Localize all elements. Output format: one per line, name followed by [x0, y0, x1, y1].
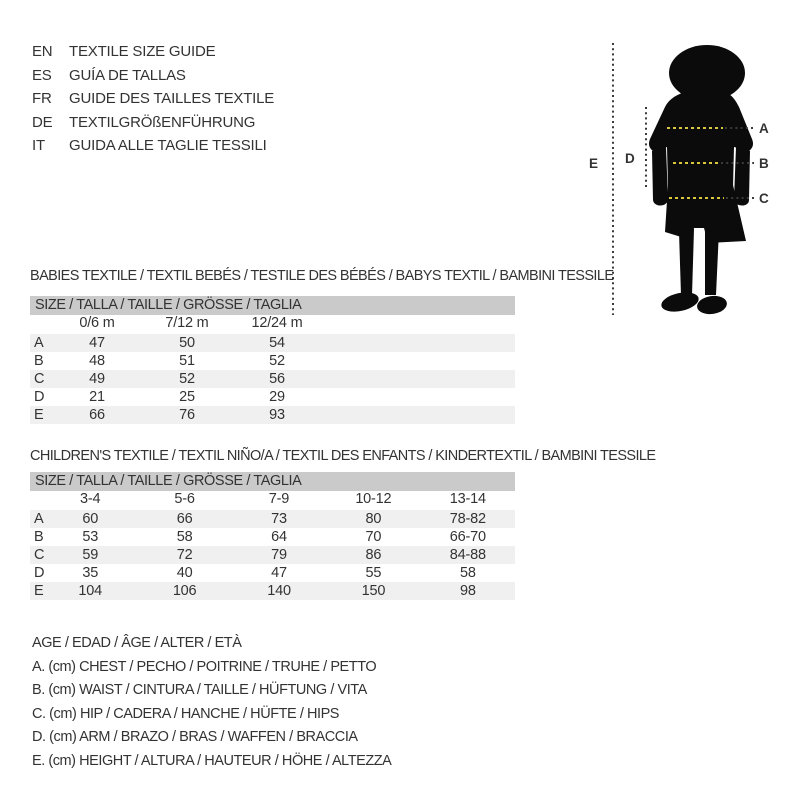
- cell: 49: [89, 371, 105, 387]
- col-header: 7-9: [268, 491, 290, 507]
- legend-item-chest: A. (cm) CHEST / PECHO / POITRINE / TRUHE / PETTO: [32, 658, 377, 675]
- col-header: 3-4: [79, 491, 101, 507]
- legend-item-height: E. (cm) HEIGHT / ALTURA / HAUTEUR / HÖHE / ALTEZZA: [32, 752, 392, 769]
- label-a: A: [759, 121, 769, 136]
- corner-cell: [30, 491, 43, 510]
- cell: 59: [82, 547, 99, 563]
- cell: 106: [172, 583, 197, 599]
- cell: 25: [179, 389, 195, 405]
- cell: 54: [269, 335, 285, 351]
- label-b: B: [759, 156, 769, 171]
- table-row: [30, 334, 515, 352]
- row-label: D: [34, 389, 45, 405]
- cell: 72: [176, 547, 193, 563]
- cell: 86: [365, 547, 382, 563]
- lang-code: FR: [32, 90, 52, 107]
- babies-size-table: [30, 315, 515, 424]
- measurement-legend: [32, 632, 391, 774]
- lang-row-es: [32, 64, 274, 88]
- lang-title: TEXTILGRÖßENFÜHRUNG: [69, 113, 256, 131]
- cell: 52: [269, 353, 285, 369]
- cell: 66: [176, 511, 193, 527]
- lang-code: DE: [32, 113, 53, 131]
- cell: 40: [176, 565, 193, 581]
- cell: 60: [82, 511, 99, 527]
- cell: 56: [269, 371, 285, 387]
- col-header: 12/24 m: [251, 315, 303, 331]
- label-d: D: [625, 151, 635, 166]
- cell: 58: [459, 565, 476, 581]
- row-label: C: [34, 547, 45, 563]
- cell: 50: [179, 335, 195, 351]
- cell: 80: [365, 511, 382, 527]
- cell: 76: [179, 407, 195, 423]
- children-size-table: [30, 491, 515, 600]
- table-header-row: [30, 491, 515, 510]
- label-c: C: [759, 191, 769, 206]
- row-label: C: [34, 371, 45, 387]
- language-title-list: [32, 40, 274, 158]
- cell: 98: [459, 583, 476, 599]
- cell: 70: [365, 529, 382, 545]
- cell: 66: [89, 407, 105, 423]
- cell: 93: [269, 407, 285, 423]
- cell: 79: [271, 547, 287, 563]
- babies-size-header-bar: SIZE / TALLA / TAILLE / GRÖSSE / TAGLIA: [30, 296, 515, 315]
- legend-age-line: AGE / EDAD / ÂGE / ALTER / ETÀ: [32, 635, 242, 651]
- table-row: [30, 370, 515, 388]
- row-label: A: [34, 335, 44, 351]
- cell: 104: [78, 583, 102, 599]
- table-row: [30, 406, 515, 424]
- row-label: A: [34, 511, 44, 527]
- col-header: 7/12 m: [165, 315, 209, 331]
- cell: 47: [271, 565, 287, 581]
- lang-code: IT: [32, 137, 45, 154]
- col-header: 5-6: [174, 491, 195, 507]
- lang-title: TEXTILE SIZE GUIDE: [69, 43, 216, 60]
- col-header: 0/6 m: [79, 315, 115, 331]
- table-row: [30, 528, 515, 546]
- cell: 52: [179, 371, 195, 387]
- cell: 51: [179, 353, 195, 369]
- child-silhouette: [649, 45, 753, 316]
- cell: 48: [89, 353, 105, 369]
- lang-code: ES: [32, 66, 52, 84]
- cell: 73: [271, 511, 287, 527]
- table-row: [30, 388, 515, 406]
- table-row: [30, 582, 515, 600]
- legend-item-arm: D. (cm) ARM / BRAZO / BRAS / WAFFEN / BRACCIA: [32, 729, 358, 746]
- cell: 21: [89, 389, 105, 405]
- row-label: D: [34, 565, 45, 581]
- corner-cell: [30, 315, 52, 334]
- cell: 35: [82, 565, 99, 581]
- measurement-diagram: [583, 27, 793, 322]
- cell: 29: [269, 389, 285, 405]
- lang-code: EN: [32, 43, 53, 60]
- lang-title: GUIDA ALLE TAGLIE TESSILI: [69, 137, 267, 154]
- table-row: [30, 510, 515, 528]
- lang-title: GUÍA DE TALLAS: [69, 66, 186, 84]
- table-header-row: [30, 315, 515, 334]
- cell: 78-82: [449, 511, 486, 527]
- lang-row-fr: [32, 87, 274, 111]
- lang-row-en: [32, 40, 274, 64]
- table-row: [30, 546, 515, 564]
- children-section-title: CHILDREN'S TEXTILE / TEXTIL NIÑO/A / TEXTIL DES ENFANTS / KINDERTEXTIL / BAMBINI TESSILE: [30, 448, 656, 464]
- cell: 58: [176, 529, 193, 545]
- cell: 66-70: [449, 529, 486, 545]
- row-label: B: [34, 529, 44, 545]
- cell: 47: [89, 335, 105, 351]
- table-row: [30, 564, 515, 582]
- cell: 53: [82, 529, 99, 545]
- legend-item-hip: C. (cm) HIP / CADERA / HANCHE / HÜFTE / HIPS: [32, 705, 340, 722]
- cell: 84-88: [449, 547, 486, 563]
- row-label: E: [34, 407, 44, 423]
- children-size-header-bar: SIZE / TALLA / TAILLE / GRÖSSE / TAGLIA: [30, 472, 515, 491]
- label-e: E: [589, 156, 599, 171]
- lang-row-de: [32, 111, 274, 135]
- table-row: [30, 352, 515, 370]
- cell: 55: [365, 565, 382, 581]
- babies-section-title: BABIES TEXTILE / TEXTIL BEBÉS / TESTILE DES BÉBÉS / BABYS TEXTIL / BAMBINI TESSILE: [30, 268, 614, 284]
- row-label: E: [34, 583, 44, 599]
- legend-item-waist: B. (cm) WAIST / CINTURA / TAILLE / HÜFTUNG / VITA: [32, 682, 367, 699]
- lang-row-it: [32, 134, 274, 158]
- cell: 150: [361, 583, 386, 599]
- lang-title: GUIDE DES TAILLES TEXTILE: [69, 90, 275, 107]
- cell: 140: [267, 583, 291, 599]
- col-header: 10-12: [355, 491, 392, 507]
- cell: 64: [271, 529, 287, 545]
- row-label: B: [34, 353, 44, 369]
- child-silhouette-icon: [583, 27, 793, 322]
- col-header: 13-14: [449, 491, 486, 507]
